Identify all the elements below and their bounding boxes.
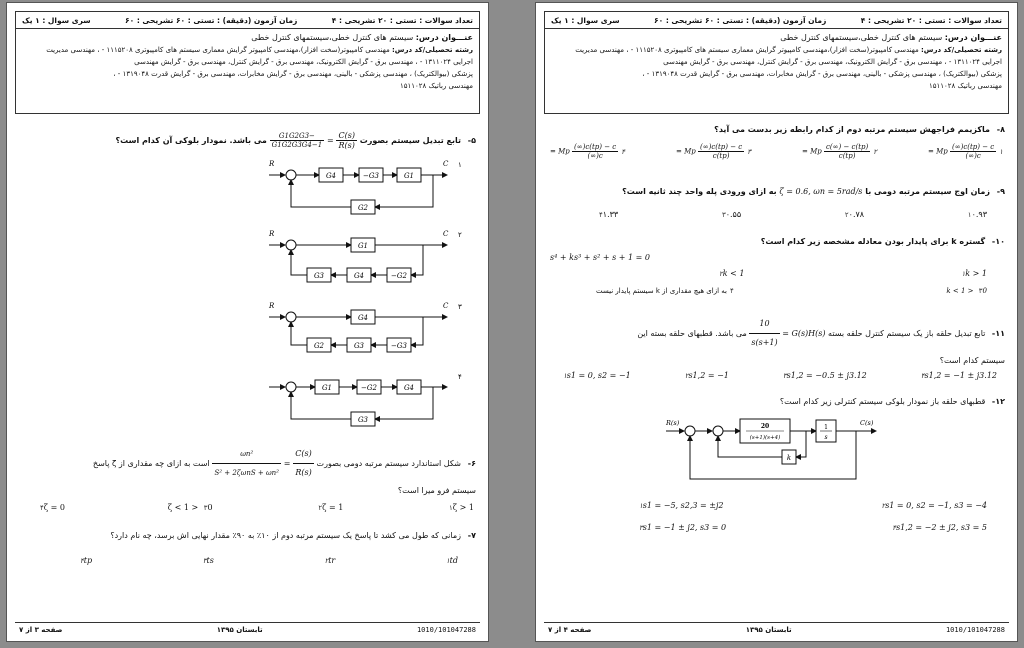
- svg-text:۴: ۴: [458, 373, 462, 381]
- question-text: ماکزیمم فراجهش سیستم مرتبه دوم از کدام رابطه زیر بدست می آید؟: [714, 125, 990, 134]
- question-text: تابع تبدیل سیستم بصورت: [359, 136, 461, 145]
- question-text: شکل استاندارد سیستم مرتبه دومی بصورت: [316, 459, 461, 468]
- question-text-3: سیستم کدام است؟: [939, 356, 1005, 365]
- svg-text:G4: G4: [325, 172, 337, 180]
- svg-text:G3: G3: [353, 342, 365, 350]
- svg-text:1: 1: [824, 424, 828, 431]
- question-6: ۶- شکل استاندارد سیستم مرتبه دومی بصورت $\frac{C(s)}{R(s)}$ = $\frac{\text{ωn²}}{\text{S² + 2ζωnS + ωn²}}$ است به ازای چه مقداری از ζ پاسخ سیستم فرو میرا است؟: [36, 445, 476, 500]
- question-text: تابع تبدیل حلقه باز یک سیستم کنترل حلقه بسته: [828, 329, 986, 338]
- question-count: تعداد سوالات : تستی : ۲۰ تشریحی : ۴: [860, 15, 1002, 25]
- question-number: ۷-: [467, 531, 476, 540]
- header-top-row: [545, 12, 1008, 29]
- svg-text:C: C: [443, 230, 449, 238]
- option-4[interactable]: ۴۱.۳۳: [599, 210, 619, 219]
- exam-code: 1010/101047288: [416, 626, 476, 634]
- question-number: ۶-: [467, 459, 476, 468]
- svg-text:C: C: [443, 160, 449, 168]
- option-3[interactable]: ۳s1 = −1 ± j2, s3 = 0: [639, 523, 727, 532]
- field-line-1: مهندسی کامپیوتر(سخت افزار)،مهندسی کامپیوتر گرایش معماری سیستم های کامپیوتری ۱۱۱۵۲۰۸ - ، مهندسی مدیریت: [46, 46, 390, 54]
- svg-text:G1: G1: [403, 172, 415, 180]
- svg-text:۲: ۲: [458, 231, 462, 239]
- q11-options: [560, 371, 997, 380]
- option-3[interactable]: ۳0 < k < 1: [946, 287, 987, 295]
- question-text: قطبهای حلقه باز نمودار بلوکی سیستم کنترلی زیر کدام است؟: [779, 397, 986, 406]
- question-7: [36, 531, 476, 540]
- svg-text:۳: ۳: [458, 303, 462, 311]
- question-9: [565, 187, 1005, 196]
- svg-text:G3: G3: [357, 416, 369, 424]
- q7-options: [77, 556, 458, 565]
- q6-lhs-fraction: $\frac{C(s)}{R(s)}$: [293, 445, 313, 482]
- question-11: [565, 315, 1005, 370]
- field-line-2: اجرایی ۱۳۱۱۰۲۴ - ، مهندسی برق - گرایش الکترونیک، مهندسی برق - گرایش کنترل، مهندسی برق - گرایش مهندسی: [134, 58, 473, 66]
- field-line-3: پزشکی (بیوالکتریک) ، مهندسی پزشکی - بالینی، مهندسی برق - گرایش مخابرات، مهندسی برق - گرایش قدرت ۱۳۱۹۰۴۸ - ،: [113, 70, 473, 78]
- svg-text:G1: G1: [357, 242, 369, 250]
- q9-condition: ζ = 0.6, ωn = 5rad/s: [779, 187, 863, 196]
- option-1[interactable]: ۱s1 = 0, s2 = −1: [563, 371, 631, 380]
- question-5: ۵- تابع تبدیل سیستم بصورت $\frac{C(s)}{R(s)}$ = $\frac{-G1G2G3}{1-G1G2G3G4}$ می باشد. نمودار بلوکی آن کدام است؟: [115, 131, 476, 150]
- q11-gh: G(s)H(s) =: [782, 329, 826, 338]
- question-number: ۱۰-: [991, 237, 1005, 246]
- svg-text:s: s: [824, 434, 828, 441]
- option-4[interactable]: ۴به ازای هیچ مقداری از k سیستم پایدار نیست: [596, 287, 734, 295]
- question-10: [565, 237, 1005, 246]
- question-number: ۱۲-: [991, 397, 1005, 406]
- svg-text:G3: G3: [313, 272, 325, 280]
- exam-time: زمان آزمون (دقیقه) : تستی : ۶۰ تشریحی : ۶۰: [125, 15, 298, 25]
- svg-text:C: C: [443, 302, 449, 310]
- q9-options: [596, 210, 987, 219]
- question-text: زمان اوج سیستم مرتبه دومی با: [865, 187, 990, 196]
- q12-options-row2: [636, 523, 987, 532]
- field-line-1: مهندسی کامپیوتر(سخت افزار)،مهندسی کامپیوتر گرایش معماری سیستم های کامپیوتری ۱۱۱۵۲۰۸ - ، مهندسی مدیریت: [575, 46, 919, 54]
- question-text-3: سیستم فرو میرا است؟: [397, 486, 476, 495]
- option-4[interactable]: ۴ $\frac{c(tp) - c(\infty)}{c(\infty)}$ Mp =: [550, 143, 625, 160]
- svg-text:k: k: [786, 454, 792, 462]
- exam-header: [15, 11, 480, 114]
- svg-text:G4: G4: [403, 384, 415, 392]
- question-text: زمانی که طول می کشد تا پاسخ یک سیستم مرتبه دوم از ۱۰٪ به ۹۰٪ مقدار نهایی اش برسد، چه نام دارد؟: [110, 531, 461, 540]
- field-line-4: مهندسی رباتیک ۱۵۱۱۰۲۸: [399, 82, 473, 90]
- field-label: رشته تحصیلی/کد درس:: [920, 46, 1002, 54]
- diagram-option-3: [268, 302, 462, 352]
- svg-text:(s+1)(s+4): (s+1)(s+4): [749, 435, 781, 441]
- page-number: صفحه ۳ از ۷: [19, 626, 63, 634]
- q8-options: [550, 143, 1003, 160]
- diagram-option-4: [269, 373, 462, 426]
- field-line-4: مهندسی رباتیک ۱۵۱۱۰۲۸: [928, 82, 1002, 90]
- q11-fraction: $\frac{10}{s(s+1)}$: [749, 315, 779, 352]
- question-text-2: می باشد. نمودار بلوکی آن کدام است؟: [115, 136, 267, 145]
- question-text-2: به ازای ورودی پله واحد چند ثانیه است؟: [622, 187, 777, 196]
- option-1[interactable]: ۱ $\frac{c(tp) - c(\infty)}{c(\infty)}$ Mp =: [928, 143, 1003, 160]
- svg-text:G2: G2: [313, 342, 325, 350]
- page-footer: [15, 622, 480, 637]
- q6-options: [37, 503, 474, 512]
- option-4[interactable]: ۴s1,2 = −2 ± j2, s3 = 5: [892, 523, 987, 532]
- svg-text:−G2: −G2: [391, 272, 407, 280]
- q10-options-row2: [596, 287, 987, 295]
- question-number: ۸-: [996, 125, 1005, 134]
- option-4[interactable]: ۴ζ = 0: [40, 503, 65, 512]
- option-3[interactable]: ۳ts: [202, 556, 214, 565]
- q5-rhs-fraction: $\frac{-G1G2G3}{1-G1G2G3G4}$: [271, 132, 323, 149]
- q10-equation: s⁴ + ks³ + s² + s + 1 = 0: [550, 253, 651, 262]
- exam-page-4: [535, 2, 1018, 642]
- option-3[interactable]: ۳ $\frac{c(tp) - c(\infty)}{c(tp)}$ Mp =: [676, 143, 751, 160]
- q12-block-diagram: [656, 411, 886, 491]
- svg-text:R(s): R(s): [666, 419, 680, 427]
- question-12: [565, 397, 1005, 406]
- option-4[interactable]: ۴s1,2 = −1 ± j3.12: [920, 371, 997, 380]
- svg-text:R: R: [269, 160, 275, 168]
- field-line-2: اجرایی ۱۳۱۱۰۲۴ - ، مهندسی برق - گرایش الکترونیک، مهندسی برق - گرایش کنترل، مهندسی برق - گرایش مهندسی: [663, 58, 1002, 66]
- q5-block-diagrams: [247, 153, 477, 433]
- exam-header: [544, 11, 1009, 114]
- option-3[interactable]: ۳0 < ζ < 1: [167, 503, 213, 512]
- option-4[interactable]: ۴tp: [80, 556, 93, 565]
- option-1[interactable]: ۱۰.۹۳: [967, 210, 987, 219]
- page-number: صفحه ۴ از ۷: [548, 626, 592, 634]
- question-8: [565, 125, 1005, 134]
- svg-text:C(s): C(s): [860, 419, 874, 427]
- question-number: ۹-: [996, 187, 1005, 196]
- option-2[interactable]: ۲k < 1: [719, 269, 745, 278]
- field-line-3: پزشکی (بیوالکتریک) ، مهندسی پزشکی - بالینی، مهندسی برق - گرایش مخابرات، مهندسی برق - گرایش قدرت ۱۳۱۹۰۴۸ - ،: [642, 70, 1002, 78]
- svg-text:R: R: [269, 230, 275, 238]
- option-2[interactable]: ۲ $\frac{c(\infty) - c(tp)}{c(tp)}$ Mp =: [802, 143, 877, 160]
- svg-text:20: 20: [760, 423, 770, 430]
- field-label: رشته تحصیلی/کد درس:: [391, 46, 473, 54]
- header-body: [16, 29, 479, 95]
- option-1[interactable]: ۱ζ > 1: [449, 503, 474, 512]
- option-1[interactable]: ۱td: [445, 556, 458, 565]
- exam-term: تابستان ۱۳۹۵: [216, 626, 263, 634]
- course-label: عنـــوان درس:: [944, 33, 1002, 42]
- exam-time: زمان آزمون (دقیقه) : تستی : ۶۰ تشریحی : ۶۰: [654, 15, 827, 25]
- svg-text:−G3: −G3: [391, 342, 407, 350]
- option-1[interactable]: ۱s1 = −5, s2,3 = ±j2: [639, 501, 724, 510]
- option-2[interactable]: ۲tr: [324, 556, 336, 565]
- svg-text:۱: ۱: [458, 161, 462, 169]
- question-text-2: می باشد. قطبهای حلقه بسته این: [637, 329, 747, 338]
- diagram-option-1: [268, 160, 462, 214]
- q12-options-row1: [636, 501, 987, 510]
- svg-text:−G3: −G3: [363, 172, 379, 180]
- question-count: تعداد سوالات : تستی : ۲۰ تشریحی : ۴: [331, 15, 473, 25]
- option-2[interactable]: ۲ζ = 1: [318, 503, 344, 512]
- q5-lhs-fraction: $\frac{C(s)}{R(s)}$: [338, 131, 355, 150]
- svg-text:−G2: −G2: [361, 384, 377, 392]
- course-value: سیستم های کنترل خطی،سیستمهای کنترل خطی: [251, 33, 414, 42]
- svg-text:G2: G2: [357, 204, 369, 212]
- option-3[interactable]: ۳s1,2 = −0.5 ± j3.12: [782, 371, 867, 380]
- svg-text:G4: G4: [353, 272, 365, 280]
- option-2[interactable]: ۲۰.۷۸: [844, 210, 865, 219]
- course-label: عنـــوان درس:: [415, 33, 473, 42]
- course-value: سیستم های کنترل خطی،سیستمهای کنترل خطی: [780, 33, 943, 42]
- svg-text:G1: G1: [321, 384, 333, 392]
- q6-rhs-fraction: $\frac{\text{ωn²}}{\text{S² + 2ζωnS + ωn²}}$: [212, 445, 281, 482]
- exam-term: تابستان ۱۳۹۵: [745, 626, 792, 634]
- question-series: سری سوال : ۱ یک: [22, 15, 91, 25]
- diagram-option-2: [268, 230, 462, 282]
- page-footer: [544, 622, 1009, 637]
- option-1[interactable]: ۱k > 1: [961, 269, 987, 278]
- question-number: ۵-: [467, 136, 476, 145]
- question-text-2: است به ازای چه مقداری از ζ پاسخ: [92, 459, 210, 468]
- question-series: سری سوال : ۱ یک: [551, 15, 620, 25]
- question-number: ۱۱-: [991, 329, 1005, 338]
- svg-text:G4: G4: [357, 314, 369, 322]
- exam-page-3: [6, 2, 489, 642]
- option-3[interactable]: ۳۰.۵۵: [721, 210, 742, 219]
- svg-text:R: R: [269, 302, 275, 310]
- q10-options-row1: [716, 269, 987, 278]
- header-top-row: [16, 12, 479, 29]
- header-body: [545, 29, 1008, 95]
- question-text: گستره k برای پایدار بودن معادله مشخصه زیر کدام است؟: [760, 237, 986, 246]
- exam-code: 1010/101047288: [945, 626, 1005, 634]
- option-2[interactable]: ۲s1,2 = −1: [684, 371, 729, 380]
- option-2[interactable]: ۲s1 = 0, s2 = −1, s3 = −4: [881, 501, 987, 510]
